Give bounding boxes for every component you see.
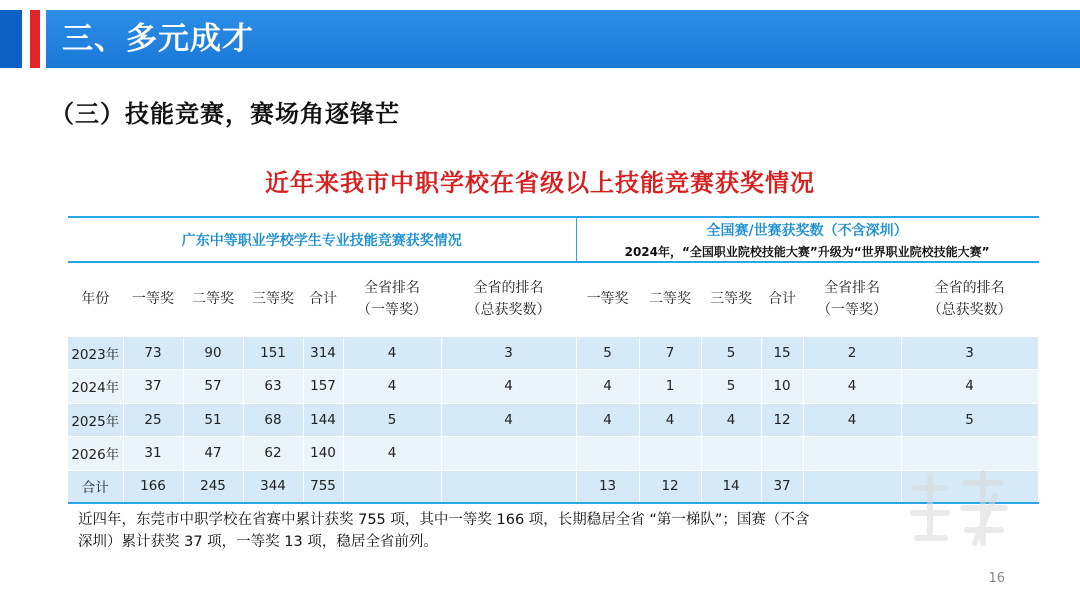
cell-nat-third: 5	[701, 336, 761, 370]
cell-nat-first	[576, 437, 639, 471]
cell-prov-rank-total	[441, 437, 576, 471]
awards-table	[68, 216, 1039, 504]
cell-nat-total: 10	[761, 370, 803, 404]
col-header-year: 年份	[68, 262, 123, 336]
cell-nat-second: 4	[639, 403, 701, 437]
cell-nat-rank-total: 5	[901, 403, 1038, 437]
cell-nat-rank-first: 4	[803, 403, 901, 437]
cell-total-prov-total: 755	[303, 470, 343, 503]
cell-prov-first: 25	[123, 403, 183, 437]
page-number: 16	[988, 571, 1005, 586]
cell-prov-third: 151	[243, 336, 303, 370]
cell-prov-rank-first: 4	[343, 437, 441, 471]
cell-total-prov-second: 245	[183, 470, 243, 503]
table-title: 近年来我市中职学校在省级以上技能竞赛获奖情况	[265, 169, 815, 197]
summary-line-2: 深圳）累计获奖 37 项，一等奖 13 项，稳居全省前列。	[78, 534, 438, 550]
cell-total-nat-second: 12	[639, 470, 701, 503]
col-header-nat-rank-total	[901, 262, 1038, 336]
watermark-logo	[905, 468, 1015, 548]
slide-title: 三、多元成才	[62, 21, 254, 57]
table-row	[68, 370, 1038, 404]
group-header-provincial	[68, 217, 576, 262]
cell-nat-third	[701, 437, 761, 471]
cell-prov-rank-first: 5	[343, 403, 441, 437]
nat-rank-first-line1: 全省排名	[824, 280, 881, 297]
cell-total-nat-first: 13	[576, 470, 639, 503]
rank-first-line2: （一等奖）	[357, 302, 427, 319]
group-title-provincial: 广东中等职业学校学生专业技能竞赛获奖情况	[181, 232, 462, 249]
cell-nat-rank-total	[901, 437, 1038, 471]
cell-nat-third: 5	[701, 370, 761, 404]
col-header-nat-second: 二等奖	[639, 262, 701, 336]
header-stripe-red	[30, 10, 40, 68]
table-row	[68, 336, 1038, 370]
rank-total-line1: 全省的排名	[473, 280, 544, 297]
cell-nat-total: 15	[761, 336, 803, 370]
rank-total-line2: （总获奖数）	[466, 302, 551, 319]
cell-prov-third: 63	[243, 370, 303, 404]
cell-nat-second	[639, 437, 701, 471]
header-stripe-white-2	[40, 10, 46, 68]
col-header-rank-first	[343, 262, 441, 336]
table-row	[68, 403, 1038, 437]
cell-prov-rank-first: 4	[343, 370, 441, 404]
cell-prov-rank-total: 3	[441, 336, 576, 370]
cell-nat-rank-first: 2	[803, 336, 901, 370]
group-subtitle-national: 2024年，“全国职业院校技能大赛”升级为“世界职业院校技能大赛”	[624, 244, 990, 259]
header-stripe-blue	[0, 10, 22, 68]
cell-prov-rank-total: 4	[441, 403, 576, 437]
cell-nat-rank-total: 4	[901, 370, 1038, 404]
cell-prov-rank-first: 4	[343, 336, 441, 370]
col-header-nat-total: 合计	[761, 262, 803, 336]
cell-nat-first: 4	[576, 403, 639, 437]
header-stripe-white	[22, 10, 30, 68]
cell-total-nat-third: 14	[701, 470, 761, 503]
cell-prov-first: 37	[123, 370, 183, 404]
cell-total-prov-third: 344	[243, 470, 303, 503]
col-header-first: 一等奖	[123, 262, 183, 336]
rank-first-line1: 全省排名	[364, 280, 420, 297]
summary-line-1: 近四年，东莞市中职学校在省赛中累计获奖 755 项，其中一等奖 166 项，长期稳居全省 “第一梯队”；国赛（不含	[78, 512, 810, 528]
total-row	[68, 470, 1038, 503]
cell-total-prov-rank-total	[441, 470, 576, 503]
cell-prov-first: 73	[123, 336, 183, 370]
cell-prov-total: 144	[303, 403, 343, 437]
cell-nat-first: 4	[576, 370, 639, 404]
cell-nat-second: 7	[639, 336, 701, 370]
col-header-nat-first: 一等奖	[576, 262, 639, 336]
cell-nat-rank-first	[803, 437, 901, 471]
cell-prov-total: 140	[303, 437, 343, 471]
cell-prov-third: 62	[243, 437, 303, 471]
cell-total-label: 合计	[68, 470, 123, 503]
cell-prov-second: 47	[183, 437, 243, 471]
col-header-nat-rank-first	[803, 262, 901, 336]
cell-total-nat-rank-first	[803, 470, 901, 503]
cell-nat-second: 1	[639, 370, 701, 404]
group-header-national	[576, 217, 1038, 262]
cell-total-nat-total: 37	[761, 470, 803, 503]
cell-nat-third: 4	[701, 403, 761, 437]
col-header-second: 二等奖	[183, 262, 243, 336]
column-header-row	[68, 262, 1038, 336]
cell-total-prov-rank-first	[343, 470, 441, 503]
col-header-third: 三等奖	[243, 262, 303, 336]
table-row	[68, 437, 1038, 471]
cell-prov-first: 31	[123, 437, 183, 471]
section-title: （三）技能竞赛，赛场角逐锋芒	[50, 100, 400, 128]
cell-prov-rank-total: 4	[441, 370, 576, 404]
cell-year: 2023年	[68, 336, 123, 370]
nat-rank-first-line2: （一等奖）	[817, 302, 888, 319]
cell-year: 2024年	[68, 370, 123, 404]
cell-year: 2025年	[68, 403, 123, 437]
cell-nat-rank-first: 4	[803, 370, 901, 404]
cell-nat-first: 5	[576, 336, 639, 370]
col-header-total: 合计	[303, 262, 343, 336]
col-header-nat-third: 三等奖	[701, 262, 761, 336]
nat-rank-total-line1: 全省的排名	[934, 280, 1005, 297]
cell-prov-second: 51	[183, 403, 243, 437]
table-body	[68, 336, 1038, 503]
cell-prov-total: 157	[303, 370, 343, 404]
cell-total-prov-first: 166	[123, 470, 183, 503]
col-header-rank-total	[441, 262, 576, 336]
group-title-national: 全国赛/世赛获奖数（不含深圳）	[706, 222, 908, 239]
cell-nat-total: 12	[761, 403, 803, 437]
summary-text	[78, 509, 1038, 553]
cell-prov-second: 57	[183, 370, 243, 404]
nat-rank-total-line2: （总获奖数）	[927, 302, 1012, 319]
cell-prov-total: 314	[303, 336, 343, 370]
cell-prov-third: 68	[243, 403, 303, 437]
cell-year: 2026年	[68, 437, 123, 471]
cell-nat-total	[761, 437, 803, 471]
cell-nat-rank-total: 3	[901, 336, 1038, 370]
cell-prov-second: 90	[183, 336, 243, 370]
